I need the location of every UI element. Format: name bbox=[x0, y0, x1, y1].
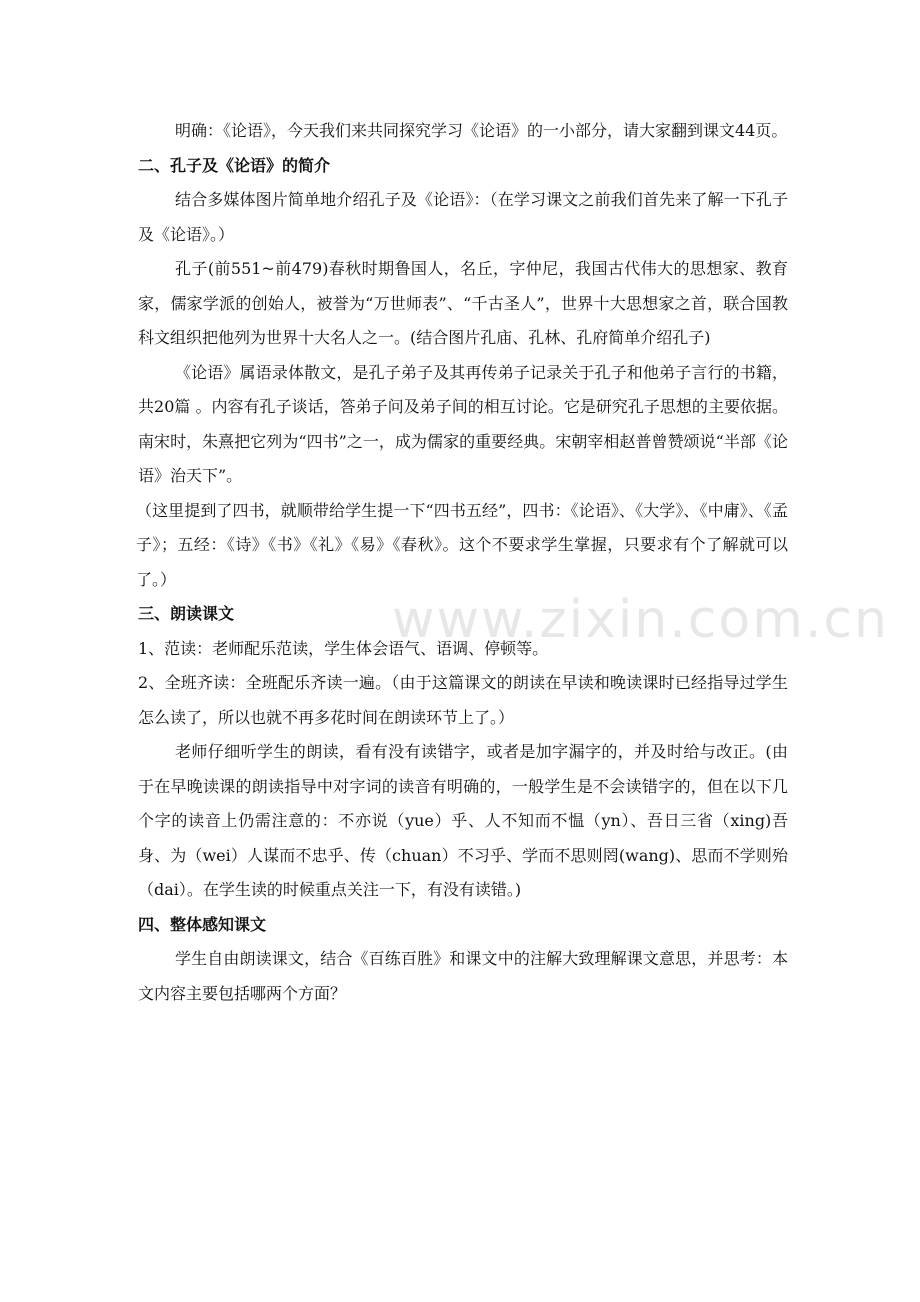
paragraph-multimedia: 结合多媒体图片简单地介绍孔子及《论语》：（在学习课文之前我们首先来了解一下孔子及《论语》。） bbox=[138, 190, 788, 244]
paragraph-class-reading: 2、全班齐读：全班配乐齐读一遍。（由于这篇课文的朗读在早读和晚读课时已经指导过学生怎么读了，所以也就不再多花时间在朗读环节上了。） bbox=[138, 673, 788, 727]
paragraph-confucius-bio: 孔子(前551~前479)春秋时期鲁国人，名丘，字仲尼，我国古代伟大的思想家、教育家，儒家学派的创始人，被誉为“万世师表”、“千古圣人”，世界十大思想家之首，联合国教科文组织把他列为世界十大名人之一。(结合图片孔庙、孔林、孔府简单介绍孔子) bbox=[138, 259, 788, 347]
document-body bbox=[138, 114, 788, 1011]
paragraph-free-reading: 学生自由朗读课文，结合《百练百胜》和课文中的注解大致理解课文意思，并思考：本文内容主要包括哪两个方面？ bbox=[138, 949, 788, 1003]
heading-overall-perception: 四、整体感知课文 bbox=[138, 914, 267, 934]
paragraph-analects: 《论语》属语录体散文，是孔子弟子及其再传弟子记录关于孔子和他弟子言行的书籍，共20篇 。内容有孔子谈话，答弟子问及弟子间的相互讨论。它是研究孔子思想的主要依据。南宋时，朱熹把它列为“四书”之一，成为儒家的重要经典。宋朝宰相赵普曾赞颂说“半部《论语》治天下”。 bbox=[138, 362, 788, 485]
heading-reading: 三、朗读课文 bbox=[138, 604, 235, 623]
paragraph-model-reading: 1、范读：老师配乐范读，学生体会语气、语调、停顿等。 bbox=[138, 638, 549, 658]
watermark: www.zixin.com.cn bbox=[392, 590, 889, 650]
paragraph-four-books: （这里提到了四书，就顺带给学生提一下“四书五经”，四书：《论语》、《大学》、《中庸》、《孟子》；五经：《诗》《书》《礼》《易》《春秋》。这个不要求学生掌握，只要求有个了解就可以了。） bbox=[136, 500, 788, 589]
heading-confucius-intro: 二、孔子及《论语》的简介 bbox=[138, 155, 331, 175]
paragraph-intro: 明确：《论语》，今天我们来共同探究学习《论语》的一小部分，请大家翻到课文44页。 bbox=[175, 121, 788, 140]
paragraph-pronunciation: 老师仔细听学生的朗读，看有没有读错字，或者是加字漏字的，并及时给与改正。(由于在早晚读课的朗读指导中对字词的读音有明确的，一般学生是不会读错字的，但在以下几个字的读音上仍需注意的：不亦说（yue）乎、人不知而不愠（yn）、吾日三省（xing)吾身、为（wei）人谋而不忠乎、传（chuan）不习乎、学而不思则罔(wang)、思而不学则殆（dai）。在学生读的时候重点关注一下，有没有读错。) bbox=[138, 742, 788, 899]
